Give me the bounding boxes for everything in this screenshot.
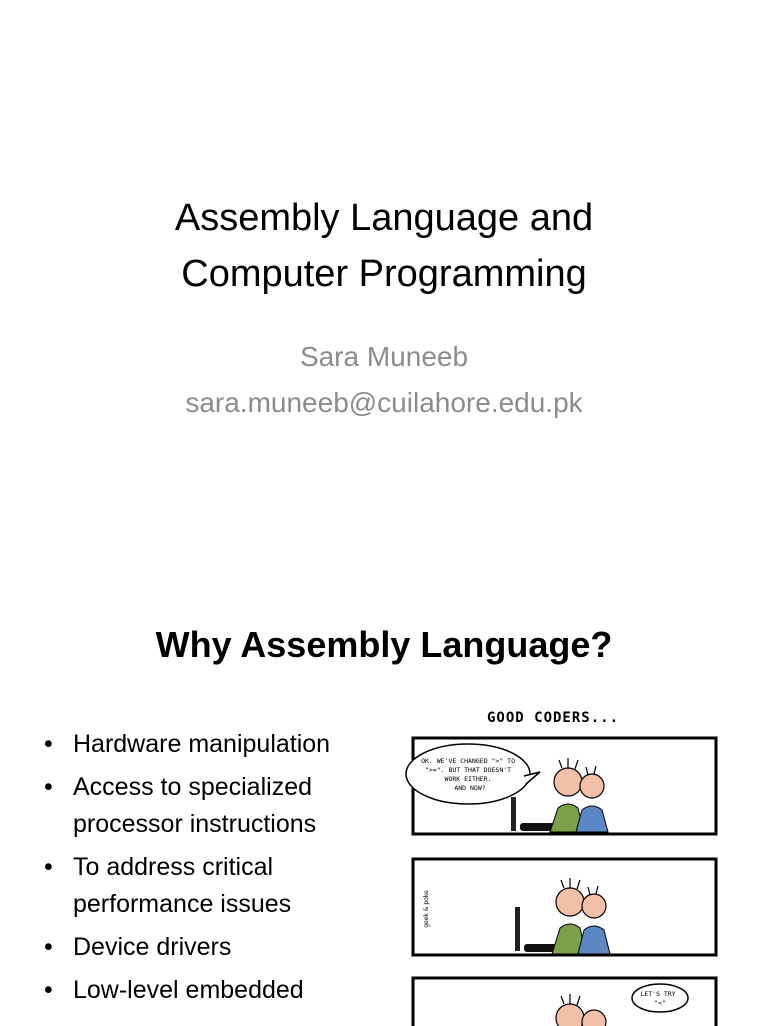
svg-text:geek & poke: geek & poke bbox=[423, 890, 430, 928]
coder-head bbox=[556, 888, 584, 916]
comic-strip bbox=[400, 696, 730, 1026]
author-name: Sara Muneeb bbox=[299, 341, 469, 372]
slide-title bbox=[40, 190, 728, 302]
bullet-item: • Hardware manipulation bbox=[44, 726, 394, 763]
comic-heading: GOOD CODERS... bbox=[487, 710, 620, 726]
coder-head bbox=[556, 1004, 584, 1026]
monitor-stand bbox=[515, 907, 520, 951]
coder-head bbox=[554, 768, 582, 796]
svg-text:OK. WE'VE CHANGED ">" TO: OK. WE'VE CHANGED ">" TO ">=". BUT THAT DOESN'T WORK EITHER. AND NOW? bbox=[421, 757, 515, 792]
speech-bubble bbox=[406, 744, 530, 804]
content-slide bbox=[0, 576, 768, 1024]
bullet-item: • Low-level embedded bbox=[44, 972, 394, 1009]
title-line-1: Assembly Language and bbox=[174, 197, 594, 239]
title-line-2: Computer Programming bbox=[181, 253, 587, 295]
bullet-item: • Access to specialized processor instructions bbox=[44, 769, 394, 843]
comic-panel-1 bbox=[406, 738, 716, 834]
bullet-list bbox=[44, 726, 394, 1015]
bullet-item: • To address critical performance issues bbox=[44, 849, 394, 923]
speech-bubble bbox=[632, 984, 688, 1012]
slide-subtitle bbox=[40, 334, 728, 426]
comic-panel-2 bbox=[413, 859, 716, 955]
coder-head bbox=[582, 894, 606, 918]
comic-panel-3 bbox=[413, 978, 716, 1026]
monitor-stand bbox=[511, 797, 516, 831]
bullet-item: • Device drivers bbox=[44, 929, 394, 966]
slide-heading: Why Assembly Language? bbox=[155, 624, 613, 665]
svg-text:LET'S TRY "<": LET'S TRY "<" bbox=[640, 990, 676, 1007]
author-email: sara.muneeb@cuilahore.edu.pk bbox=[185, 387, 583, 418]
coder-head bbox=[580, 774, 604, 798]
